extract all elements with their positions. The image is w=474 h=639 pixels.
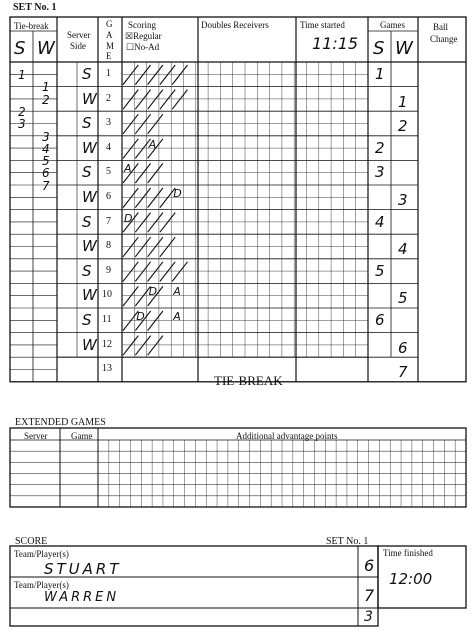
games-s-count[interactable]: 2 xyxy=(375,138,385,157)
scoring-regular-label: Regular xyxy=(133,31,162,41)
checked-box-icon: ☒ xyxy=(125,31,134,41)
team2-games[interactable]: 7 xyxy=(364,586,375,605)
point-slash xyxy=(123,262,138,282)
point-slash xyxy=(135,336,150,356)
point-slash xyxy=(123,65,138,85)
extended-server-header: Server xyxy=(24,431,48,441)
games-w-count[interactable]: 6 xyxy=(398,338,408,357)
tie-break-point[interactable]: 2 xyxy=(18,104,26,119)
game-header-a: A xyxy=(106,30,113,40)
time-started-header: Time started xyxy=(300,20,345,30)
additional-points-header: Additional advantage points xyxy=(236,431,338,441)
point-slash xyxy=(135,237,150,257)
games-s-header: S xyxy=(373,38,385,59)
score-mark: D xyxy=(124,211,133,225)
server-side-w[interactable]: W xyxy=(82,188,97,206)
server-header-2: Side xyxy=(70,41,87,51)
server-side-w[interactable]: W xyxy=(82,89,97,108)
game-number: 1 xyxy=(106,68,111,79)
point-slash xyxy=(123,286,138,306)
point-slash xyxy=(148,262,163,282)
point-slash xyxy=(148,336,163,356)
team2-label: Team/Player(s) xyxy=(14,580,69,590)
point-slash xyxy=(123,139,138,159)
point-slash xyxy=(160,237,175,257)
tie-break-point[interactable]: 1 xyxy=(18,68,26,82)
game-number: 11 xyxy=(102,314,112,325)
team2-name[interactable]: WARREN xyxy=(44,590,120,605)
server-side-w[interactable]: W xyxy=(82,237,97,256)
point-slash xyxy=(135,114,150,134)
games-w-count[interactable]: 3 xyxy=(398,191,408,209)
point-slash xyxy=(148,188,163,208)
games-w-count[interactable]: 1 xyxy=(398,92,408,111)
tie-break-point[interactable]: 2 xyxy=(42,92,50,107)
game-number: 3 xyxy=(106,117,111,129)
ball-change-header-1: Ball xyxy=(433,22,448,32)
server-side-s[interactable]: S xyxy=(82,311,92,329)
server-side-w[interactable]: W xyxy=(82,286,97,305)
point-slash xyxy=(123,90,138,110)
games-s-count[interactable]: 6 xyxy=(375,311,385,329)
games-w-count[interactable]: 7 xyxy=(398,363,408,382)
point-slash xyxy=(135,262,150,282)
game-number: 7 xyxy=(106,215,111,227)
extended-game-header: Game xyxy=(71,431,93,441)
tie-break-point[interactable]: 3 xyxy=(18,117,26,132)
point-slash xyxy=(160,65,175,85)
point-slash xyxy=(135,90,150,110)
tie-break-point[interactable]: 1 xyxy=(42,80,50,95)
games-w-count[interactable]: 4 xyxy=(398,240,408,259)
score-mark: A xyxy=(124,162,132,176)
tiebreak-points[interactable]: 3 xyxy=(364,609,373,625)
tie-break-banner: TIE-BREAK xyxy=(214,373,283,388)
tie-break-point[interactable]: 3 xyxy=(42,129,50,144)
doubles-receivers-header: Doubles Receivers xyxy=(201,20,269,30)
scoring-noad-label: No-Ad xyxy=(134,42,160,52)
games-s-count[interactable]: 3 xyxy=(375,163,385,182)
game-number: 12 xyxy=(102,338,112,350)
extended-games-title: EXTENDED GAMES xyxy=(15,417,106,428)
game-number: 10 xyxy=(102,289,112,301)
scoring-noad-checkbox[interactable] xyxy=(126,42,159,52)
server-side-s[interactable]: S xyxy=(82,114,92,133)
games-s-count[interactable]: 5 xyxy=(375,261,385,280)
point-slash xyxy=(172,90,187,110)
games-w-header: W xyxy=(395,38,413,59)
game-number: 6 xyxy=(106,191,111,202)
set-title: SET No. 1 xyxy=(13,2,57,13)
game-header-m: M xyxy=(106,41,115,51)
point-slash xyxy=(135,188,150,208)
point-slash xyxy=(148,213,163,233)
score-mark: A xyxy=(173,310,181,323)
point-slash xyxy=(148,163,163,183)
game-header-e: E xyxy=(106,51,112,61)
game-number: 9 xyxy=(106,264,111,276)
server-side-s[interactable]: S xyxy=(82,261,92,280)
tie-break-s-header: S xyxy=(14,38,26,59)
point-slash xyxy=(172,262,187,282)
score-mark: A xyxy=(148,137,157,151)
server-side-s[interactable]: S xyxy=(82,212,92,231)
point-slash xyxy=(160,262,175,282)
point-slash xyxy=(123,336,138,356)
game-number: 8 xyxy=(106,240,111,252)
time-finished-header: Time finished xyxy=(383,548,433,558)
ball-change-header-2: Change xyxy=(430,34,458,44)
point-slash xyxy=(160,90,175,110)
server-header-1: Server xyxy=(67,30,91,40)
point-slash xyxy=(148,237,163,257)
empty-box-icon: ☐ xyxy=(126,42,135,52)
team1-label: Team/Player(s) xyxy=(14,549,69,559)
point-slash xyxy=(160,213,175,233)
point-slash xyxy=(135,163,150,183)
point-slash xyxy=(148,90,163,110)
score-mark: D xyxy=(136,310,145,323)
point-slash xyxy=(135,65,150,85)
scoring-header: Scoring xyxy=(128,20,156,30)
game-header-g: G xyxy=(106,19,113,29)
score-mark: D xyxy=(173,187,182,200)
scoring-regular-checkbox[interactable] xyxy=(125,31,162,41)
point-slash xyxy=(123,188,138,208)
tie-break-point[interactable]: 4 xyxy=(42,141,50,156)
tie-break-w-header: W xyxy=(37,38,55,59)
games-s-count[interactable]: 4 xyxy=(375,212,385,231)
tie-break-header: Tie-break xyxy=(14,21,49,31)
game-number: 2 xyxy=(106,92,111,104)
game-number: 4 xyxy=(106,141,111,153)
games-w-count[interactable]: 5 xyxy=(398,289,408,308)
games-w-count[interactable]: 2 xyxy=(398,117,408,136)
game-number: 5 xyxy=(106,166,111,178)
point-slash xyxy=(123,237,138,257)
games-s-count[interactable]: 1 xyxy=(375,65,385,83)
server-side-s[interactable]: S xyxy=(82,163,92,182)
score-mark: A xyxy=(173,285,181,299)
tie-break-point[interactable]: 6 xyxy=(42,166,50,181)
server-side-w[interactable]: W xyxy=(82,138,97,157)
games-header: Games xyxy=(380,20,405,30)
time-finished-value[interactable]: 12:00 xyxy=(389,570,433,588)
point-slash xyxy=(135,213,150,233)
time-started-value[interactable]: 11:15 xyxy=(312,34,359,53)
server-side-w[interactable]: W xyxy=(82,335,97,354)
point-slash xyxy=(123,114,138,134)
score-set-label: SET No. 1 xyxy=(326,536,369,547)
point-slash xyxy=(148,311,163,331)
tie-break-point[interactable]: 7 xyxy=(42,178,50,193)
score-title: SCORE xyxy=(15,536,48,547)
server-side-s[interactable]: S xyxy=(82,65,92,83)
team1-name[interactable]: STUART xyxy=(44,560,122,578)
score-mark: D xyxy=(148,285,158,299)
point-slash xyxy=(148,114,163,134)
point-slash xyxy=(172,65,187,85)
game-number: 13 xyxy=(102,363,112,375)
team1-games[interactable]: 6 xyxy=(364,556,375,575)
tie-break-point[interactable]: 5 xyxy=(42,154,50,169)
point-slash xyxy=(148,65,163,85)
